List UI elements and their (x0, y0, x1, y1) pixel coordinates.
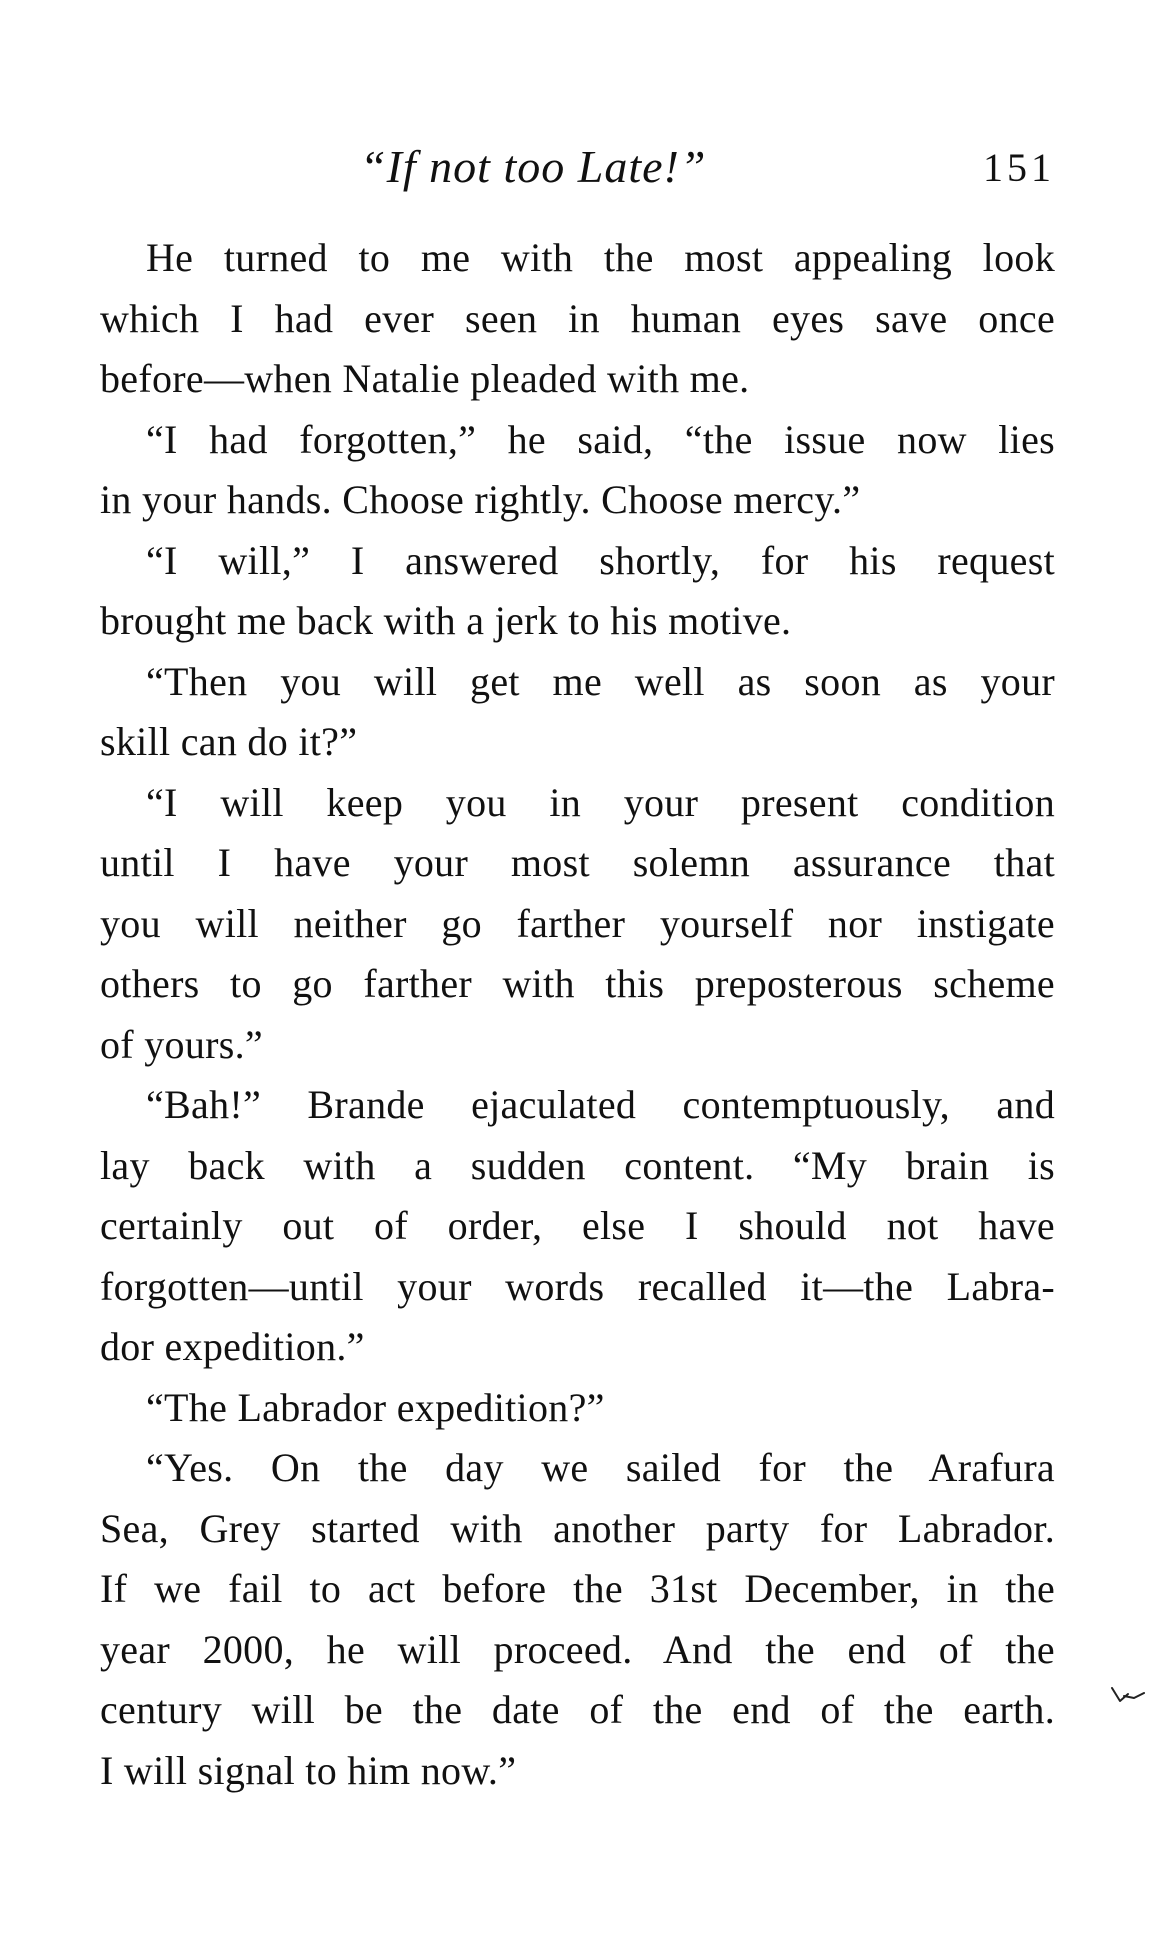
text-line: “I had forgotten,” he said, “the issue now lies (146, 416, 1055, 462)
paragraph (100, 1075, 1055, 1378)
text-line: Sea, Grey started with another party for Labrador. (100, 1505, 1055, 1551)
text-line: dor expedition.” (100, 1324, 365, 1369)
text-line: century will be the date of the end of the earth. (100, 1687, 1055, 1732)
body-text (100, 228, 1055, 1801)
text-line: “Yes. On the day we sailed for the Arafura (146, 1445, 1055, 1490)
text-line: I will signal to him now.” (100, 1747, 517, 1793)
text-line: “The Labrador expedition?” (146, 1384, 605, 1430)
paragraph (100, 1438, 1055, 1801)
text-line: of yours.” (100, 1021, 263, 1067)
handwritten-tick-mark-icon (1110, 1685, 1146, 1707)
text-line: “Bah!” Brande ejaculated contemptuously, and (146, 1082, 1055, 1127)
text-line: you will neither go farther yourself nor instigate (100, 900, 1055, 946)
text-line: certainly out of order, else I should not have (100, 1203, 1055, 1248)
text-line: lay back with a sudden content. “My brain is (100, 1142, 1055, 1188)
page-number: 151 (983, 145, 1055, 190)
paragraph (100, 1378, 1055, 1439)
running-title: “If not too Late!” (360, 141, 707, 192)
text-line: in your hands. Choose rightly. Choose mercy.” (100, 477, 861, 522)
paragraph (100, 410, 1055, 531)
text-line: forgotten—until your words recalled it—the Labra- (100, 1263, 1055, 1309)
paragraph (100, 652, 1055, 773)
text-line: until I have your most solemn assurance that (100, 840, 1055, 885)
text-line: If we fail to act before the 31st December, in the (100, 1566, 1055, 1611)
text-line: year 2000, he will proceed. And the end of the (100, 1626, 1055, 1672)
text-line: “I will keep you in your present condition (146, 779, 1055, 825)
text-line: brought me back with a jerk to his motive. (100, 598, 792, 643)
text-line: which I had ever seen in human eyes save once (100, 295, 1055, 341)
text-line: He turned to me with the most appealing look (146, 235, 1055, 280)
text-line: “Then you will get me well as soon as your (146, 658, 1055, 704)
paragraph (100, 228, 1055, 410)
text-line: others to go farther with this preposterous scheme (100, 961, 1055, 1006)
text-line: “I will,” I answered shortly, for his request (146, 537, 1055, 583)
text-line: before—when Natalie pleaded with me. (100, 356, 750, 401)
paragraph (100, 531, 1055, 652)
paragraph (100, 773, 1055, 1076)
text-line: skill can do it?” (100, 719, 358, 764)
page-header (100, 140, 1055, 200)
